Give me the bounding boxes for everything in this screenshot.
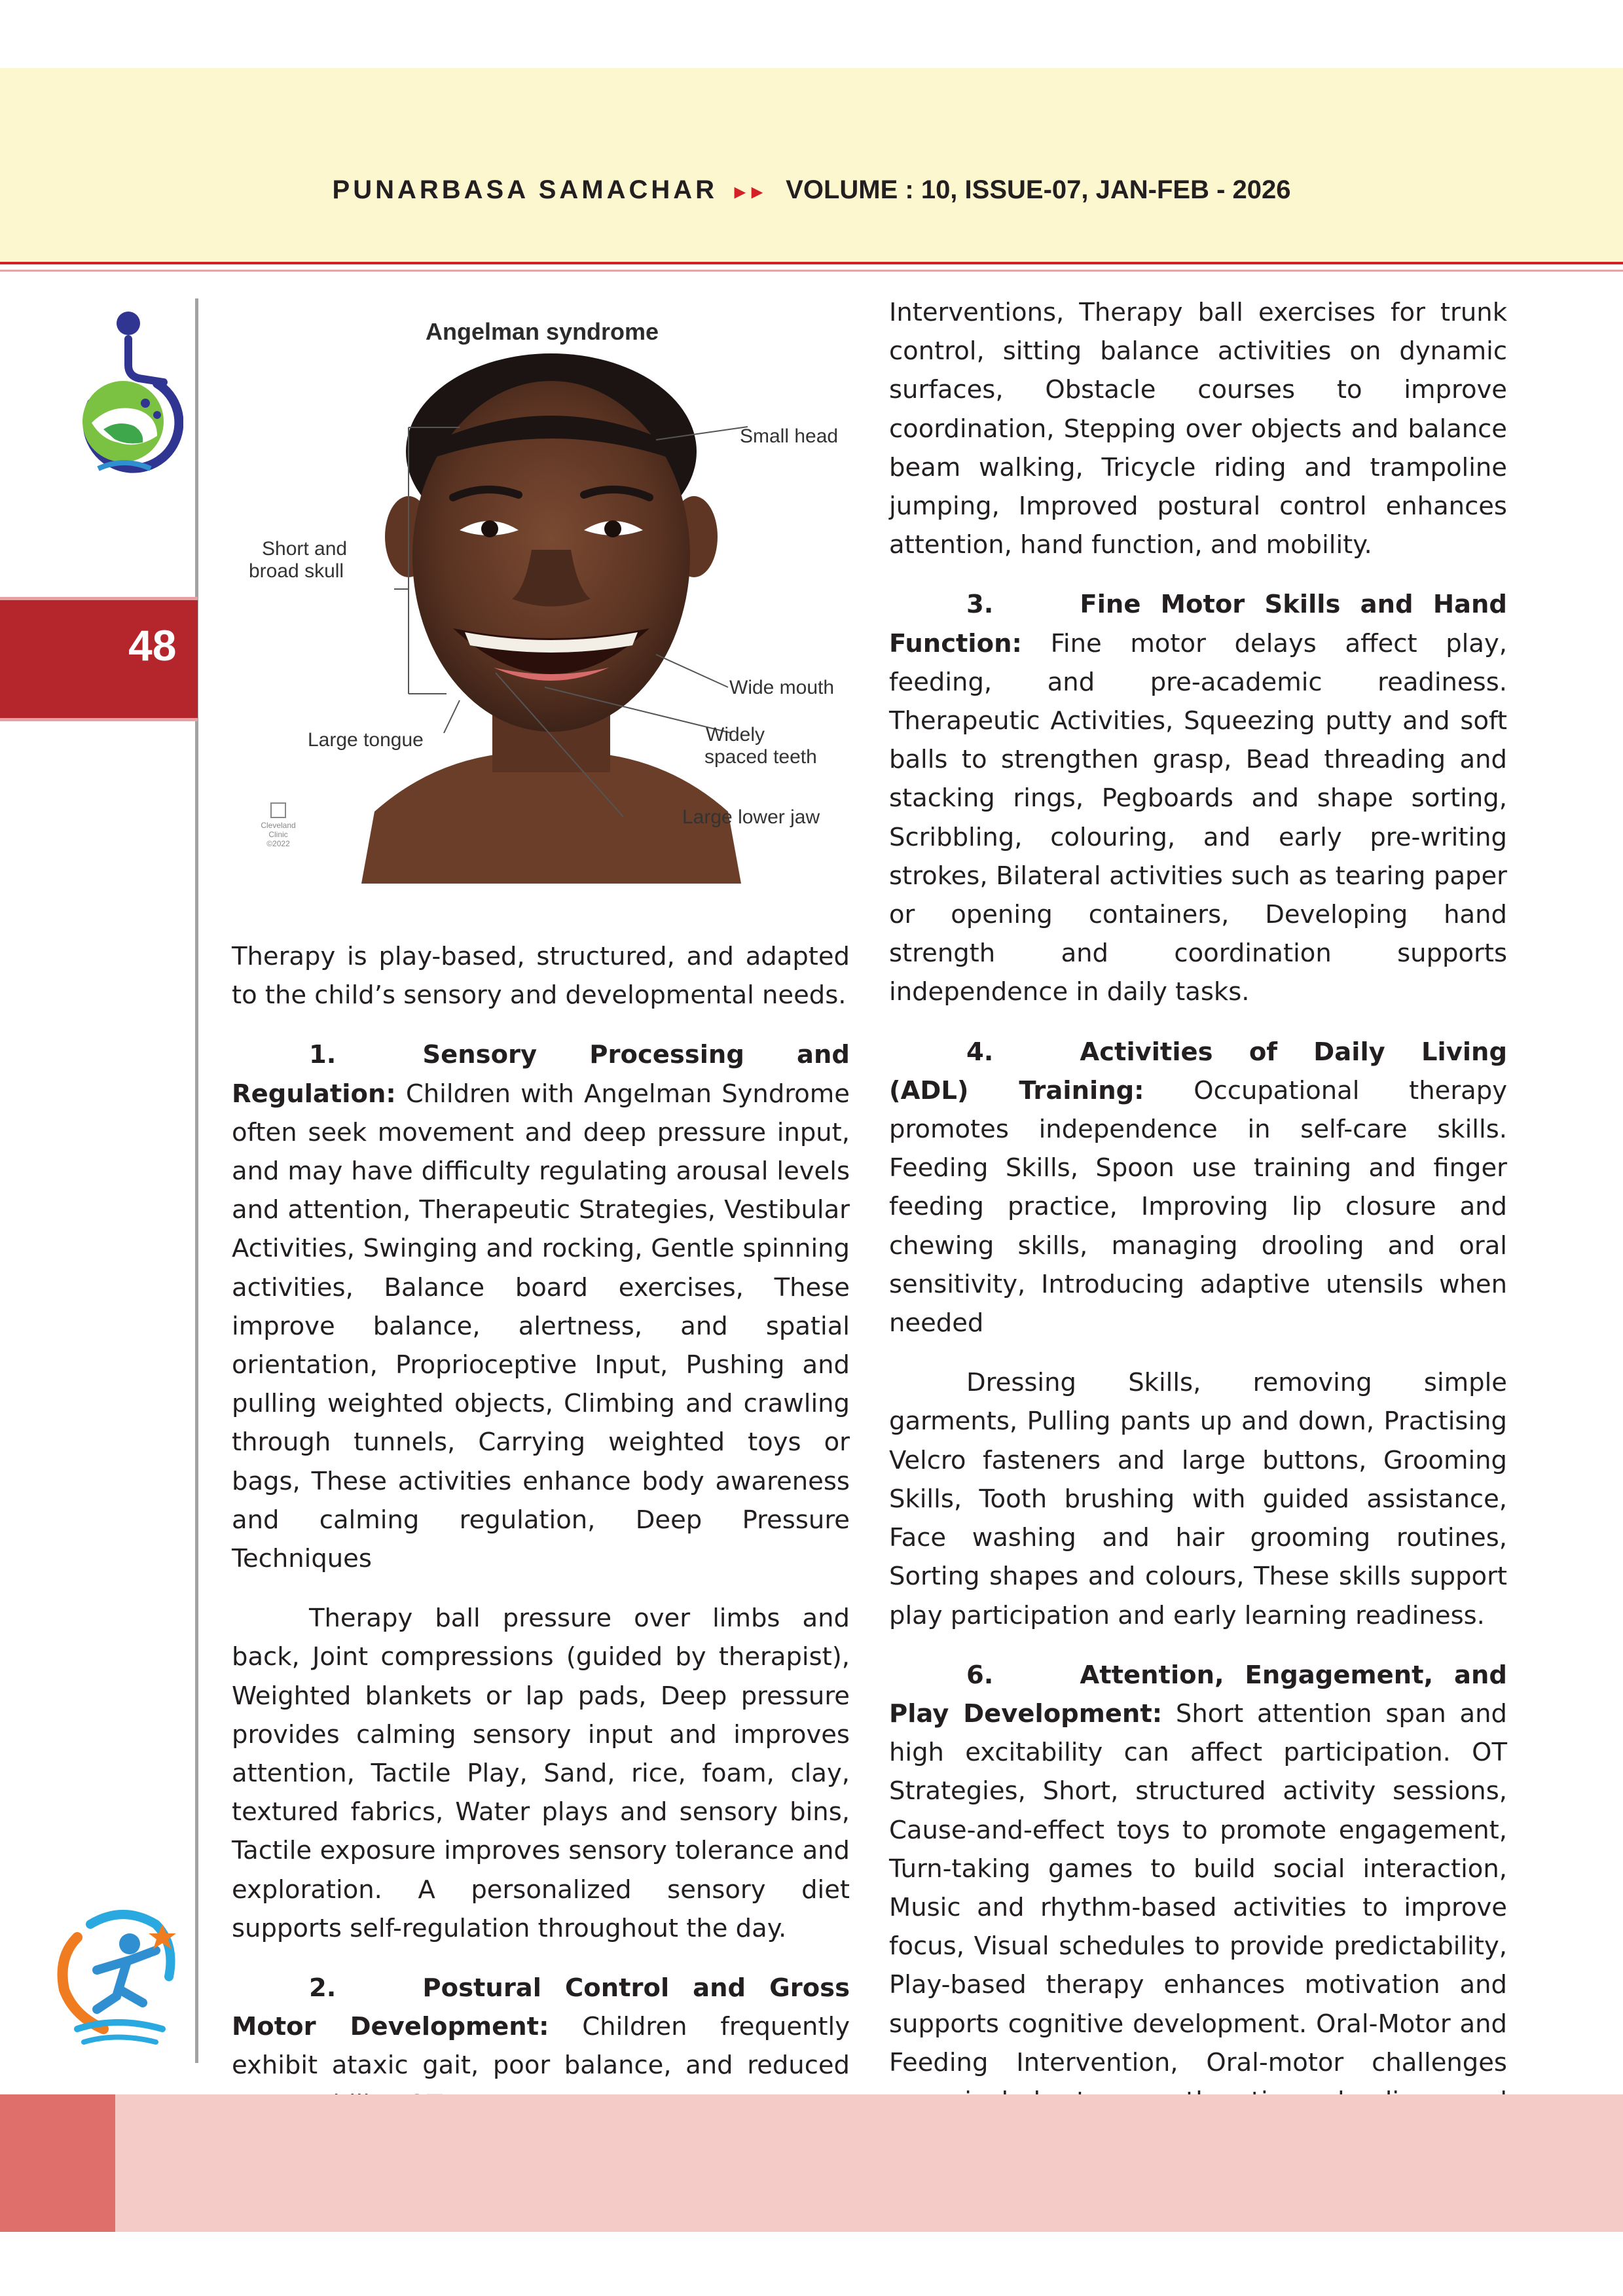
label-large-lower-jaw: Large lower jaw — [682, 806, 820, 828]
section-3-heading: Fine Motor Skills and Hand Function: — [889, 590, 1507, 658]
header-band — [0, 68, 1623, 264]
magazine-title: PUNARBASA SAMACHAR — [332, 175, 718, 204]
section-6-number: 6. — [966, 1660, 994, 1690]
section-2-heading: Postural Control and Gross Motor Development: — [232, 1973, 850, 2042]
section-6 — [889, 1656, 1507, 2160]
running-header — [0, 175, 1623, 205]
section-6-text: Short attention span and high excitability can affect participation. OT Strategies, Short, structured activity sessions, Cause-and-effect toys to promote engagement, Turn-taking games to build social interaction, Music and rhythm-based activities to improve focus, Visual schedules to provide predictability, Play-based therapy enhances motivation and supports cognitive development. Oral-Motor and Feeding Intervention, Oral-motor challenges — [889, 1698, 1507, 2077]
angelman-illustration — [237, 301, 866, 884]
footer-band — [0, 2094, 1623, 2232]
figure-credit: Cleveland Clinic ©2022 — [255, 802, 301, 848]
header-arrows-icon: ▸▸ — [735, 179, 769, 203]
label-short-skull-1: Short and — [262, 538, 348, 560]
label-small-head: Small head — [740, 425, 839, 447]
section-1-number: 1. — [309, 1040, 337, 1070]
section-1 — [232, 1035, 850, 1578]
issue-info: VOLUME : 10, ISSUE-07, JAN-FEB - 2026 — [786, 175, 1291, 204]
label-spaced-teeth-1: Widely — [706, 724, 765, 745]
section-3-text: Fine motor delays affect play, feeding, and pre-academic readiness. Therapeutic Activities, Squeezing putty and soft balls to strengthen grasp, Bead threading and stacking rings, Pegboards and shape sorting, Scribbling, colouring, and early pre-writing strokes, Bilateral activities such as tearing paper or opening containers, Developing hand strength and coordination supports independence in daily tasks. — [889, 628, 1507, 1007]
dressing-paragraph: Dressing Skills, removing simple garments, Pulling pants up and down, Practising Velcro fasteners and large buttons, Grooming Skills, Tooth brushing with guided assistance, Face washing and hair grooming routines, Sorting shapes and colours, These skills support play participation and early learning readiness. — [889, 1368, 1507, 1630]
section-1-heading: Sensory Processing and Regulation: — [232, 1040, 850, 1109]
margin-rule — [195, 298, 198, 2063]
footer-accent — [0, 2094, 115, 2232]
right-column — [889, 293, 1507, 2159]
label-spaced-teeth-2: spaced teeth — [704, 746, 817, 768]
section-3 — [889, 585, 1507, 1011]
label-large-tongue: Large tongue — [308, 729, 424, 751]
child-care-logo-icon — [51, 1898, 189, 2049]
credit-logo-icon — [270, 802, 286, 818]
label-wide-mouth: Wide mouth — [729, 677, 835, 698]
left-column — [232, 937, 850, 2124]
section-4-text: Occupational therapy promotes independence in self-care skills. Feeding Skills, Spoon use training and finger feeding practice, Improving lip closure and chewing skills, managing drooling and oral sensitivity, Introducing adaptive utensils when needed — [889, 1075, 1507, 1338]
page-number: 48 — [128, 621, 177, 670]
therapy-ball-paragraph: Therapy ball pressure over limbs and back, Joint compressions (guided by therapist), Weighted blankets or lap pads, Deep pressure provides calming sensory input and improves attention, Tactile Play, Sand, rice, foam, clay, textured fabrics, Water plays and sensory bins, Tactile exposure improves sensory tolerance and exploration. A personalized sensory diet supports self-regulation throughout the day. — [232, 1604, 850, 1943]
section-3-number: 3. — [966, 590, 994, 620]
header-rule — [0, 270, 1623, 272]
section-2-text: Children frequently exhibit ataxic gait, poor balance, and reduced — [232, 2012, 850, 2081]
section-1-text: Children with Angelman Syndrome often seek movement and deep pressure input, and may have difficulty regulating arousal levels and attention, Therapeutic Strategies, Vestibular Activities, Swinging and rocking, Gentle spinning activities, Balance board exercises, These improve balance, alertness, and spatial orientation, Proprioceptive Input, Pushing and pulling weighted objects, Climbing and crawling through tunnels, Carrying weighted toys or bags, These activities enhance body awareness and calming regulation, Deep Pressure Techniques — [232, 1079, 850, 1574]
intro-paragraph: Therapy is play-based, structured, and adapted to the child’s sensory and developmental needs. — [232, 942, 850, 1011]
section-6-heading: Attention, Engagement, and Play Development: — [889, 1660, 1507, 1729]
label-short-skull-2: broad skull — [249, 560, 344, 582]
section-2-number: 2. — [309, 1973, 337, 2003]
section-4-heading: Activities of Daily Living (ADL) Training: — [889, 1037, 1507, 1105]
interventions-paragraph: Interventions, Therapy ball exercises for trunk control, sitting balance activities on dynamic surfaces, Obstacle courses to improve coordination, Stepping over objects and balance beam walking, Tricycle riding and trampoline jumping, Improved postural control enhances attention, hand function, and mobility. — [889, 298, 1507, 560]
wheelchair-logo-icon — [65, 305, 183, 495]
figure-title: Angelman syndrome — [426, 318, 659, 345]
section-4 — [889, 1033, 1507, 1343]
section-4-number: 4. — [966, 1037, 994, 1067]
